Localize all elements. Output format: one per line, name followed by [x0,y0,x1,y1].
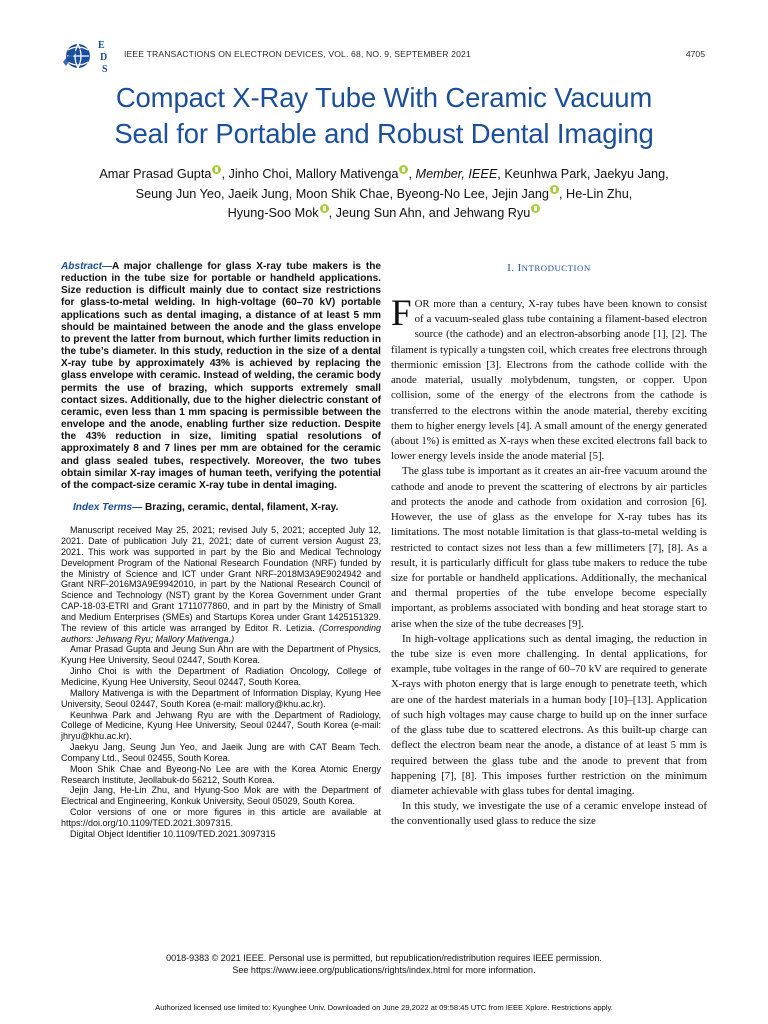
orcid-icon[interactable] [550,185,559,194]
manuscript-note [61,525,381,644]
index-terms [61,502,381,514]
affiliation-note: Moon Shik Chae and Byeong-No Lee are with the Korea Atomic Energy Research Institute, Jeollabuk-do 56212, South Korea. [61,763,381,785]
color-versions-note: Color versions of one or more figures in this article are available at https://doi.org/10.1109/TED.2021.3097315. [61,807,381,828]
paragraph-text: OR more than a century, X-ray tubes have been known to consist of a vacuum-sealed glass tube containing a filament-based electron source (the cathode) and an electron-absorbing anode [1], [2]. The filament is typically a tungsten coil, which creates free electrons through thermionic emission [3]. Electrons from the cathode collide with the anode material, usually molybdenum, tungsten, or copper. Upon collision, some of the energy of the electrons from the cathode is transferred to the electrons within the anode material, thereby exciting them to higher energy levels [4]. A small amount of the energy generated (about 1%) is emitted as X-rays when these excited electrons fall back to lower energy levels inside the anode material [5]. [391,298,707,463]
section-heading-initial: I [517,263,522,274]
copyright-line-1: 0018-9383 © 2021 IEEE. Personal use is permitted, but republication/redistribution requires IEEE permission. [166,953,602,963]
left-column [61,261,381,840]
author-name: Hyung-Soo Mok [227,206,319,221]
author-name: Seung Jun Yeo, Jaeik Jung, Moon Shik Chae, Byeong-No Lee, Jejin Jang [135,186,549,201]
paper-title [40,80,728,152]
author-name: , Keunhwa Park, Jaekyu Jang, [497,167,669,181]
abstract-label: Abstract— [61,261,113,272]
orcid-icon[interactable] [531,204,540,213]
abstract-text: A major challenge for glass X-ray tube makers is the reduction in the tube size for portable or handheld applications. Size reduction is difficult mainly due to contact size restrictions for glass-to-metal welding. In high-voltage (60–70 kV) portable applications such as dental imaging, a distance of at least 5 mm should be maintained between the anode and the glass envelope to prevent the latter from burnout, which further limits reduction in the tube’s diameter. In this study, reduction in the size of a dental X-ray tube by approximately 43% is achieved by replacing the glass envelope with ceramic. Instead of welding, the ceramic body permits the use of brazing, which supports extremely small contact sizes. Additionally, due to the higher dielectric constant of ceramic, even less than 1 mm spacing is permissible between the envelope and the anode, enabling further size reduction. Despite the 43% reduction in size, limiting spatial resolutions of approximately 8 and 7 lines per mm are obtained for the ceramic and glass sealed tubes, respectively. Moreover, the two tubes obtain similar X-ray images of human teeth, verifying the potential of the compact-size ceramic X-ray tube in dental imaging. [61,261,381,491]
right-column [391,261,707,830]
paragraph: In this study, we investigate the use of a ceramic envelope instead of the conventionally used glass to reduce the size [391,800,707,828]
drop-cap: F [391,293,412,334]
affiliation-note: Amar Prasad Gupta and Jeung Sun Ahn are with the Department of Physics, Kyung Hee University, Seoul 02447, South Korea. [61,644,381,666]
doi-note: Digital Object Identifier 10.1109/TED.2021.3097315 [70,828,276,839]
page-number: 4705 [685,49,705,59]
paragraph: In high-voltage applications such as dental imaging, the reduction in the tube size is even more challenging. In dental applications, for example, tube voltages in the range of 60–70 kV are required to generate X-rays with photon energy that is large enough to penetrate teeth, which are one of the hardest materials in a human body [10]–[13]. Application of such high voltages may cause charge to build up on the inner surface of the glass tube due to scattered electrons. As this built-up charge can deflect the electron beam near the anode, a distance of at least 5 mm is required between the glass tube and the anode to prevent that from happening [7], [8]. This imposes further restriction on the minimum diameter achievable with glass tubes for dental imaging. [391,632,707,797]
footnotes [61,525,381,839]
section-number: I. [507,263,518,274]
author-separator: , [408,167,416,181]
title-line-2: Seal for Portable and Robust Dental Imaging [114,118,654,149]
author-line-1 [40,165,728,185]
eds-logo [62,36,118,76]
affiliation-note: Mallory Mativenga is with the Department of Information Display, Kyung Hee University, Seoul 02447, South Korea (e-mail: mallory@khu.ac.kr). [61,687,381,709]
copyright-footer [100,952,668,976]
affiliation-note: Keunhwa Park and Jehwang Ryu are with the Department of Radiology, College of Medicine, Kyung Hee University, Seoul 02447, South Korea (e-mail: jhryu@khu.ac.kr). [61,709,381,742]
affiliation-note: Jinho Choi is with the Department of Radiation Oncology, College of Medicine, Kyung Hee University, Seoul 02447, South Korea. [61,666,381,687]
paragraph [391,293,707,464]
copyright-line-2: See https://www.ieee.org/publications/rights/index.html for more information. [232,965,536,975]
title-line-1: Compact X-Ray Tube With Ceramic Vacuum [115,82,653,113]
logo-letter-d: D [100,52,108,63]
author-list [40,165,728,224]
author-name: , He-Lin Zhu, [558,186,633,201]
index-terms-label: Index Terms— [73,501,143,513]
paragraph: The glass tube is important as it creates an air-free vacuum around the cathode and anode to prevent the scattering of electrons by air particles and protects the anode and cathode from oxidation and corrosion [6]. However, the use of glass as the envelope for X-ray tubes has its limitations. The most notable limitation is that glass-to-metal welding is restricted to contact sizes not less than a few millimeters [7], [8]. As a result, it is particularly difficult for glass tube makers to reduce the tube size for portable or handheld applications. Additionally, the mechanical and thermal properties of the tube envelope become especially important, as problems associated with bonding and heat storage start to arise when the size of the tube decreases [9]. [391,465,707,630]
logo-letter-e: E [98,40,105,51]
author-name: , Jinho Choi, Mallory Mativenga [221,167,399,181]
index-terms-text: Brazing, ceramic, dental, filament, X-ray. [142,501,339,513]
author-line-3 [40,204,728,224]
orcid-icon[interactable] [320,204,329,213]
corresponding-authors: (Corresponding authors: Jehwang Ryu; Mallory Mativenga.) [61,622,381,644]
author-line-2 [40,185,728,205]
affiliation-note: Jaekyu Jang, Seung Jun Yeo, and Jaeik Jung are with CAT Beam Tech. Company Ltd., Seoul 02455, South Korea. [61,742,381,763]
affiliation-note: Jejin Jang, He-Lin Zhu, and Hyung-Soo Mok are with the Department of Electrical and Engineering, Konkuk University, Seoul 05029, South Korea. [61,785,381,807]
running-head: IEEE TRANSACTIONS ON ELECTRON DEVICES, VOL. 68, NO. 9, SEPTEMBER 2021 [124,49,471,59]
abstract [61,261,381,492]
member-ieee-label: Member, IEEE [415,167,498,181]
section-heading-rest: NTRODUCTION [521,263,591,273]
section-heading-introduction [391,261,707,275]
manuscript-note-text: Manuscript received May 25, 2021; revised July 5, 2021; accepted July 12, 2021. Date of publication July 21, 2021; date of current version August 23, 2021. This work was supported in part by the Bio and Medical Technology Development Program of the National Research Foundation (NRF) funded by the Ministry of Science and ICT under Grant NRF-2018M3A9E9024942 and Grant NRF-2016M3A9E9942010, in part by the National Research Council of Science and Technology (NST) grant by the Korea Government under Grant CAP-18-03-ETRI and Grant 1711077860, and in part by the Ministry of Small and Medium Enterprises (SMEs) and Startups Korea under Grant 1425151329. The review of this article was arranged by Editor R. Letizia. [61,525,381,633]
introduction-body [391,293,707,830]
download-note: Authorized licensed use limited to: Kyunghee Univ. Downloaded on June 29,2022 at 09:58:45 UTC from IEEE Xplore. Restrictions apply. [155,1003,613,1012]
logo-letter-s: S [102,64,108,75]
author-name: Amar Prasad Gupta [99,167,212,181]
author-name: , Jeung Sun Ahn, and Jehwang Ryu [328,206,531,221]
